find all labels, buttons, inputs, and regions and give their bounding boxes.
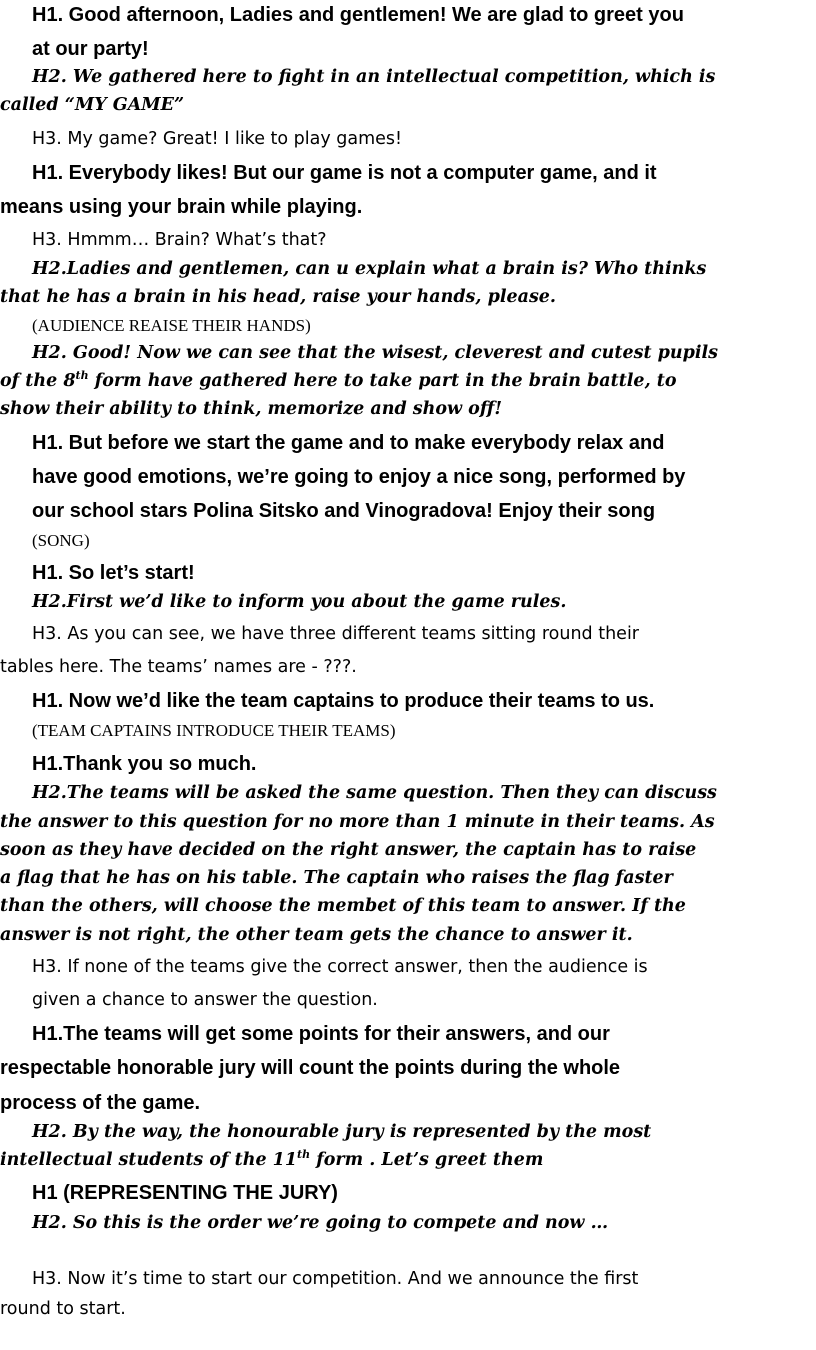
text-line: H1. Good afternoon, Ladies and gentlemen! We are glad to greet you <box>32 4 684 26</box>
text-line: that he has a brain in his head, raise your hands, please. <box>0 287 557 307</box>
text-span: form have gathered here to take part in the brain battle, to <box>88 371 677 391</box>
text-line: given a chance to answer the question. <box>32 990 378 1010</box>
text-line <box>0 1150 543 1170</box>
text-line: show their ability to think, memorize and show off! <box>0 399 503 419</box>
text-line: H2. We gathered here to fight in an intellectual competition, which is <box>32 67 716 87</box>
text-line: H3. My game? Great! I like to play games! <box>32 129 403 149</box>
text-line: have good emotions, we’re going to enjoy a nice song, performed by <box>32 466 686 488</box>
text-line: H3. Now it’s time to start our competition. And we announce the first <box>32 1269 639 1289</box>
text-line: called “MY GAME” <box>0 95 185 115</box>
stage-direction: (AUDIENCE REAISE THEIR HANDS) <box>32 316 311 335</box>
text-line: H1. Now we’d like the team captains to produce their teams to us. <box>32 690 655 712</box>
text-line: H1. But before we start the game and to make everybody relax and <box>32 432 665 454</box>
text-line: than the others, will choose the membet of this team to answer. If the <box>0 896 686 916</box>
text-line: the answer to this question for no more than 1 minute in their teams. As <box>0 812 715 832</box>
text-line: respectable honorable jury will count the points during the whole <box>0 1057 621 1079</box>
text-line: H1.The teams will get some points for their answers, and our <box>32 1023 610 1045</box>
text-line: H2.Ladies and gentlemen, can u explain what a brain is? Who thinks <box>32 259 707 279</box>
text-line: means using your brain while playing. <box>0 196 363 218</box>
text-line: H3. If none of the teams give the correct answer, then the audience is <box>32 957 648 977</box>
text-line: H2. Good! Now we can see that the wisest, cleverest and cutest pupils <box>32 343 718 363</box>
text-line: tables here. The teams’ names are - ???. <box>0 657 357 677</box>
text-line: H2.First we’d like to inform you about the game rules. <box>32 592 567 612</box>
text-line: H1. Everybody likes! But our game is not a computer game, and it <box>32 162 657 184</box>
superscript: th <box>75 369 89 383</box>
text-span: of the 8 <box>0 371 76 391</box>
text-line: process of the game. <box>0 1092 201 1114</box>
superscript: th <box>297 1148 311 1162</box>
text-line: soon as they have decided on the right answer, the captain has to raise <box>0 840 697 860</box>
text-line: a flag that he has on his table. The captain who raises the flag faster <box>0 868 673 888</box>
text-line: H1 (REPRESENTING THE JURY) <box>32 1182 338 1204</box>
text-line: answer is not right, the other team gets the chance to answer it. <box>0 925 633 945</box>
text-line: H1. So let’s start! <box>32 562 195 584</box>
text-line: round to start. <box>0 1299 126 1319</box>
text-line <box>0 371 677 391</box>
stage-direction: (TEAM CAPTAINS INTRODUCE THEIR TEAMS) <box>32 721 396 740</box>
text-line: H3. Hmmm… Brain? What’s that? <box>32 230 327 250</box>
text-line: H2.The teams will be asked the same question. Then they can discuss <box>32 783 717 803</box>
text-line: H2. So this is the order we’re going to compete and now … <box>32 1213 609 1233</box>
text-line: at our party! <box>32 38 149 60</box>
text-line: H3. As you can see, we have three different teams sitting round their <box>32 624 640 644</box>
text-line: H2. By the way, the honourable jury is represented by the most <box>32 1122 652 1142</box>
text-line: our school stars Polina Sitsko and Vinogradova! Enjoy their song <box>32 500 656 522</box>
text-span: form . Let’s greet them <box>310 1150 544 1170</box>
text-span: intellectual students of the 11 <box>0 1150 298 1170</box>
text-line: H1.Thank you so much. <box>32 753 257 775</box>
stage-direction: (SONG) <box>32 531 90 550</box>
